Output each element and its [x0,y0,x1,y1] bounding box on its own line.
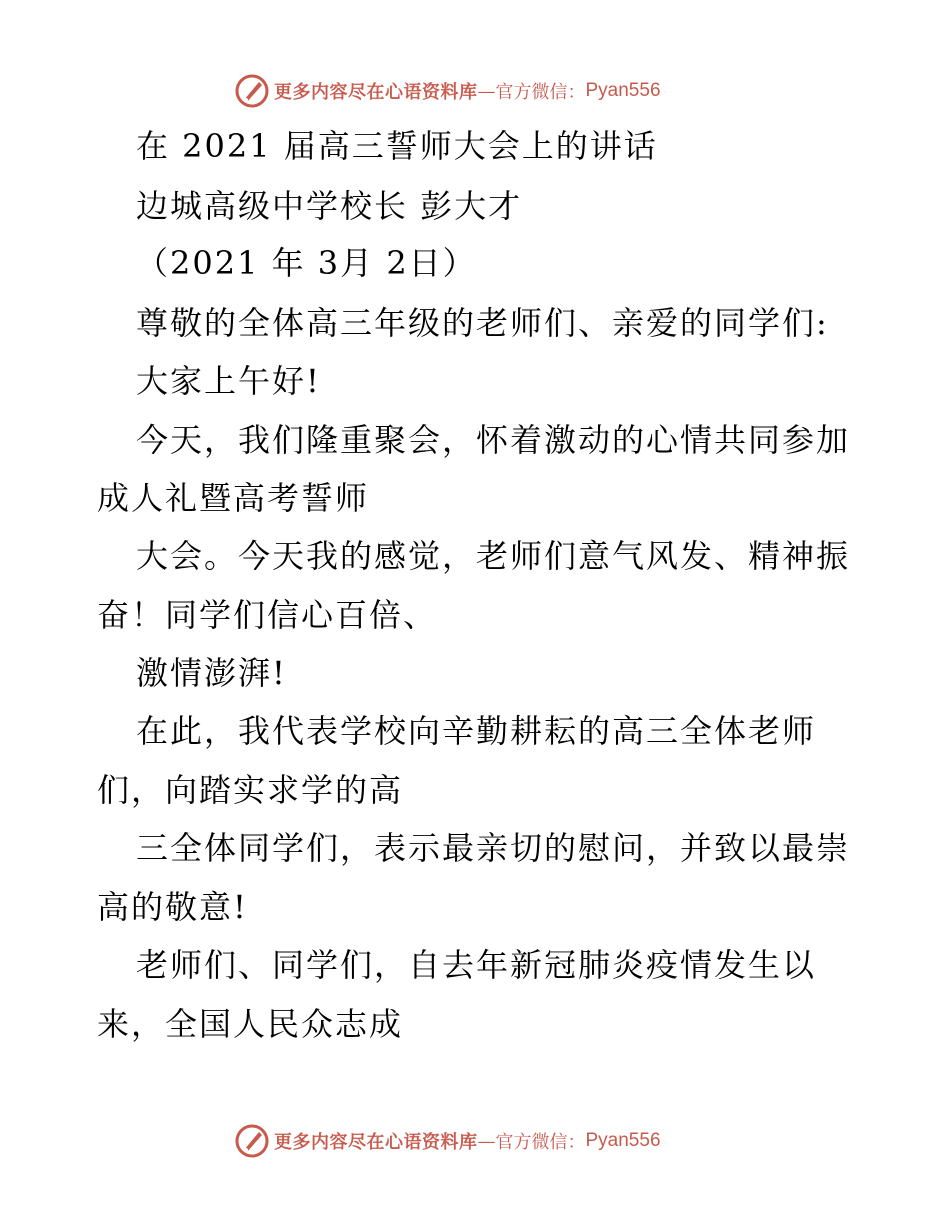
body-line: 三全体同学们，表示最亲切的慰问，并致以最崇 [136,829,851,867]
body-line: 高的敬意! [97,888,248,926]
quill-circle-icon [234,1123,270,1159]
document-author: 边城高级中学校长 彭大才 [136,187,523,225]
body-line: 来，全国人民众志成 [97,1005,404,1043]
watermark-banner-top [234,71,661,111]
quill-circle-icon [234,73,270,109]
body-line: 们，向踏实求学的高 [97,771,404,809]
watermark-wechat-id: Pyan556 [585,1130,661,1151]
watermark-banner-bottom [234,1121,661,1161]
document-title: 在 2021 届高三誓师大会上的讲话 [136,127,658,165]
body-line: 在此，我代表学校向辛勤耕耘的高三全体老师 [136,712,817,750]
watermark-wechat-label: 官方微信： [495,82,586,103]
body-line: 老师们、同学们，自去年新冠肺炎疫情发生以 [136,946,817,984]
greeting: 大家上午好! [136,362,321,400]
body-line: 成人礼暨高考誓师 [97,479,370,517]
body-line: 今天，我们隆重聚会，怀着激动的心情共同参加 [136,421,851,459]
watermark-main-text: 更多内容尽在心语资料库 [274,1132,478,1153]
watermark-wechat-label: 官方微信： [495,1132,586,1153]
document-date: （2021 年 3月 2日） [136,244,477,282]
body-line: 奋！同学们信心百倍、 [97,596,438,634]
body-line: 激情澎湃! [136,654,287,692]
salutation: 尊敬的全体高三年级的老师们、亲爱的同学们: [136,304,829,342]
watermark-dash: — [477,1130,496,1152]
watermark-wechat-id: Pyan556 [585,80,661,101]
watermark-main-text: 更多内容尽在心语资料库 [274,82,478,103]
body-line: 大会。今天我的感觉，老师们意气风发、精神振 [136,537,851,575]
watermark-dash: — [477,80,496,102]
